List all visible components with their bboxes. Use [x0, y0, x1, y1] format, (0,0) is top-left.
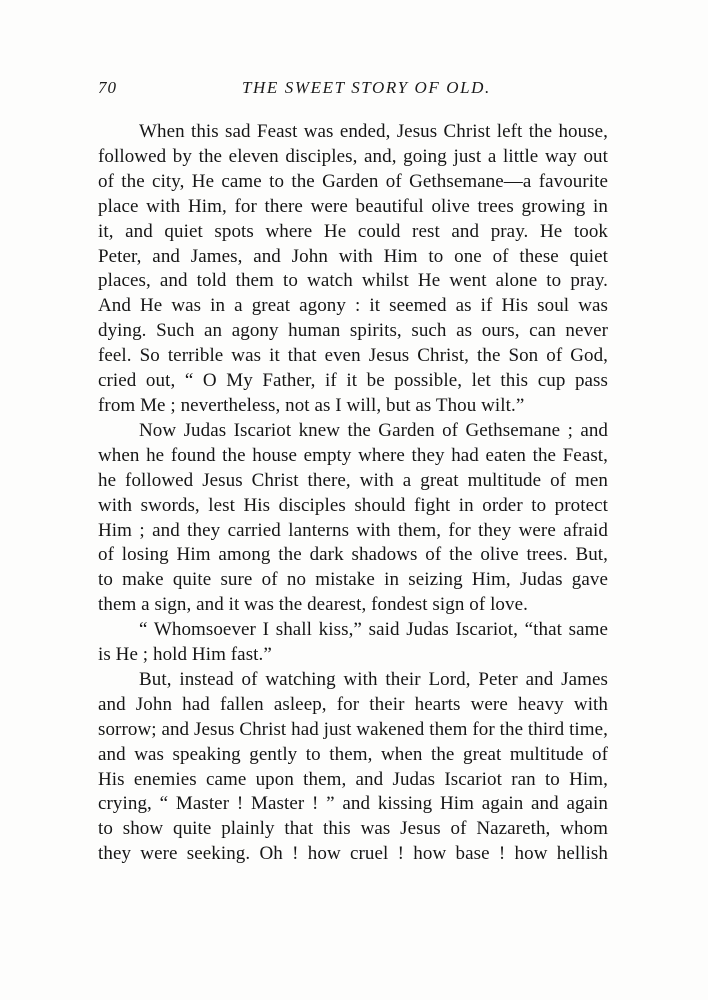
text-line: to show quite plainly that this was Jesus of Nazareth, whom: [98, 818, 608, 840]
text-line: places, and told them to watch whilst He went alone to pray.: [98, 270, 608, 292]
text-line: and was speaking gently to them, when the great multitude of: [98, 743, 608, 765]
text-line: is He ; hold Him fast.”: [98, 644, 272, 666]
text-line: But, instead of watching with their Lord, Peter and James: [139, 668, 608, 690]
text-line: Now Judas Iscariot knew the Garden of Gethsemane ; and: [139, 419, 608, 441]
text-line: His enemies came upon them, and Judas Iscariot ran to Him,: [98, 768, 608, 790]
text-line: of losing Him among the dark shadows of the olive trees. But,: [98, 544, 608, 566]
text-line: “ Whomsoever I shall kiss,” said Judas Iscariot, “that same: [139, 619, 608, 641]
text-line: they were seeking. Oh ! how cruel ! how base ! how hellish: [98, 843, 608, 865]
running-title: THE SWEET STORY OF OLD.: [242, 78, 491, 97]
text-line: And He was in a great agony : it seemed as if His soul was: [98, 295, 608, 317]
page-number: 70: [98, 78, 117, 97]
running-head: [98, 78, 608, 104]
text-line: and John had fallen asleep, for their hearts were heavy with: [98, 693, 608, 715]
text-line: place with Him, for there were beautiful olive trees growing in: [98, 195, 608, 217]
text-line: it, and quiet spots where He could rest and pray. He took: [98, 220, 608, 242]
text-line: from Me ; nevertheless, not as I will, but as Thou wilt.”: [98, 394, 525, 416]
text-line: When this sad Feast was ended, Jesus Christ left the house,: [139, 121, 608, 142]
text-line: he followed Jesus Christ there, with a great multitude of men: [98, 469, 608, 491]
text-line: feel. So terrible was it that even Jesus Christ, the Son of God,: [98, 345, 608, 367]
text-line: sorrow; and Jesus Christ had just wakened them for the third time,: [98, 718, 608, 740]
text-line: crying, “ Master ! Master ! ” and kissing Him again and again: [98, 793, 608, 815]
text-line: to make quite sure of no mistake in seizing Him, Judas gave: [98, 569, 608, 591]
text-line: cried out, “ O My Father, if it be possible, let this cup pass: [98, 370, 608, 392]
text-line: Peter, and James, and John with Him to one of these quiet: [98, 245, 608, 267]
text-line: when he found the house empty where they had eaten the Feast,: [98, 444, 608, 466]
text-line: with swords, lest His disciples should fight in order to protect: [98, 494, 608, 516]
text-line: followed by the eleven disciples, and, going just a little way out: [98, 145, 608, 167]
text-line: of the city, He came to the Garden of Gethsemane—a favourite: [98, 170, 608, 192]
text-line: dying. Such an agony human spirits, such as ours, can never: [98, 320, 608, 342]
text-line: Him ; and they carried lanterns with them, for they were afraid: [98, 519, 608, 541]
text-line: them a sign, and it was the dearest, fondest sign of love.: [98, 594, 528, 616]
body-text: [98, 120, 608, 867]
